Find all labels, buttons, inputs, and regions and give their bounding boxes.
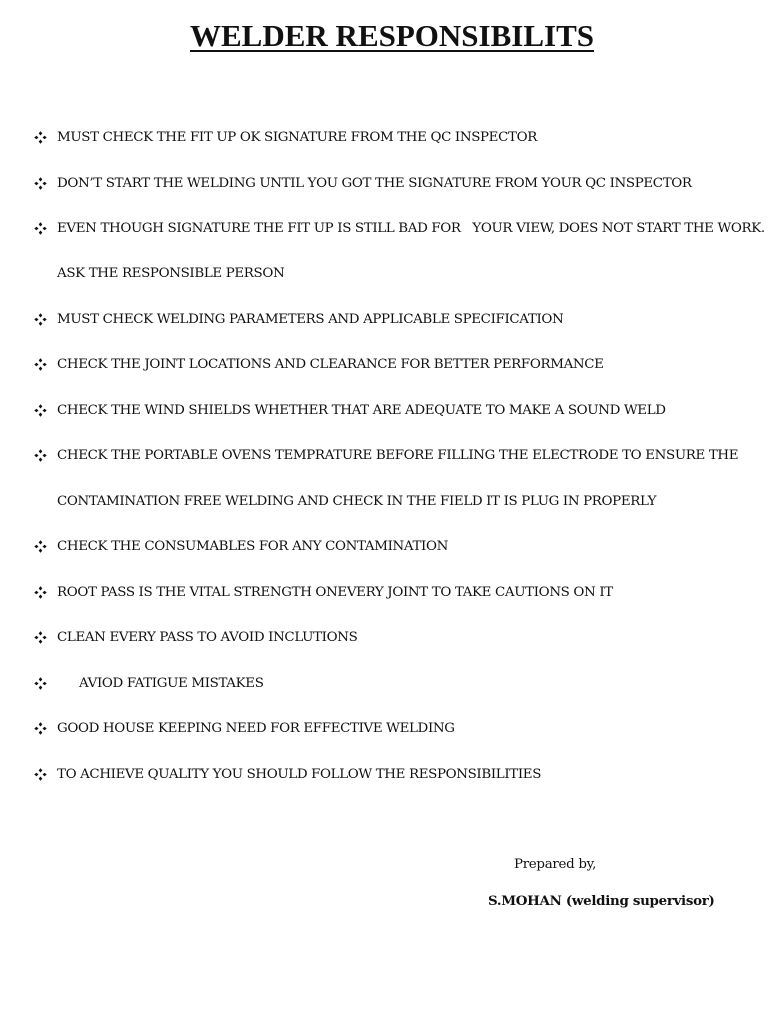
diamond-quad-bullet-icon [34,631,48,645]
list-item-text: CHECK THE CONSUMABLES FOR ANY CONTAMINATION [57,539,448,554]
list-item [0,586,768,610]
list-item [0,358,768,382]
diamond-quad-bullet-icon [34,358,48,372]
list-item-text: TO ACHIEVE QUALITY YOU SHOULD FOLLOW THE RESPONSIBILITIES [57,767,542,782]
list-item [0,177,768,201]
diamond-quad-bullet-icon [34,222,48,236]
diamond-quad-bullet-icon [34,586,48,600]
prepared-by-label: Prepared by, [514,857,597,872]
list-item-continuation [0,495,768,519]
diamond-quad-bullet-icon [34,404,48,418]
list-item-text: CHECK THE JOINT LOCATIONS AND CLEARANCE FOR BETTER PERFORMANCE [57,357,604,372]
diamond-quad-bullet-icon [34,722,48,736]
diamond-quad-bullet-icon [34,313,48,327]
list-item [0,677,768,701]
diamond-quad-bullet-icon [34,768,48,782]
diamond-quad-bullet-icon [34,540,48,554]
list-item [0,222,768,246]
list-item-text: AVIOD FATIGUE MISTAKES [79,676,264,691]
list-item [0,631,768,655]
list-item [0,449,768,473]
list-item [0,540,768,564]
list-item-text: CLEAN EVERY PASS TO AVOID INCLUTIONS [57,630,358,645]
list-item [0,313,768,337]
diamond-quad-bullet-icon [34,449,48,463]
list-item [0,404,768,428]
list-item-text: DON’T START THE WELDING UNTIL YOU GOT THE SIGNATURE FROM YOUR QC INSPECTOR [57,176,692,191]
list-item-text: MUST CHECK THE FIT UP OK SIGNATURE FROM THE QC INSPECTOR [57,130,537,145]
list-item [0,768,768,792]
list-item-continuation [0,267,768,291]
list-item-text: EVEN THOUGH SIGNATURE THE FIT UP IS STILL BAD FOR YOUR VIEW, DOES NOT START THE WORK. [57,221,765,236]
diamond-quad-bullet-icon [34,131,48,145]
list-item-text: CONTAMINATION FREE WELDING AND CHECK IN THE FIELD IT IS PLUG IN PROPERLY [57,494,657,509]
page-title: WELDER RESPONSIBILITS [190,18,594,53]
diamond-quad-bullet-icon [34,177,48,191]
list-item-text: GOOD HOUSE KEEPING NEED FOR EFFECTIVE WELDING [57,721,455,736]
list-item-text: CHECK THE PORTABLE OVENS TEMPRATURE BEFORE FILLING THE ELECTRODE TO ENSURE THE [57,448,739,463]
list-item-text: ASK THE RESPONSIBLE PERSON [57,266,285,281]
list-item-text: ROOT PASS IS THE VITAL STRENGTH ONEVERY JOINT TO TAKE CAUTIONS ON IT [57,585,613,600]
list-item-text: CHECK THE WIND SHIELDS WHETHER THAT ARE ADEQUATE TO MAKE A SOUND WELD [57,403,666,418]
author-signature: S.MOHAN (welding supervisor) [488,893,715,909]
diamond-quad-bullet-icon [34,677,48,691]
list-item [0,131,768,155]
list-item-text: MUST CHECK WELDING PARAMETERS AND APPLICABLE SPECIFICATION [57,312,564,327]
list-item [0,722,768,746]
